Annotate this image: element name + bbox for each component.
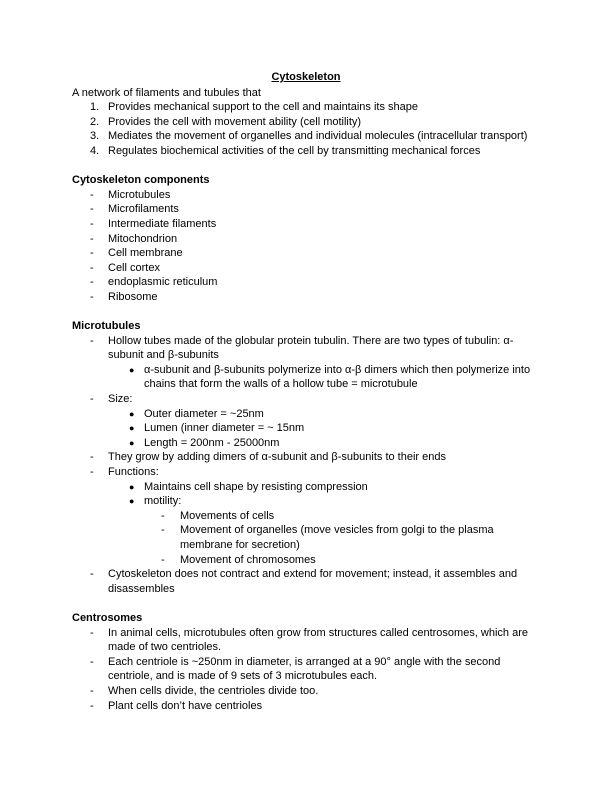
list-number: 1. [90,101,100,114]
dash-marker: - [90,393,94,406]
list-item [72,480,540,495]
bullet-marker: ● [129,437,135,448]
list-item [72,115,540,130]
list-item-text: Lumen (inner diameter = ~ 15nm [144,422,305,435]
dash-marker: - [90,290,94,303]
list-item-text: Each centriole is ~250nm in diameter, is arranged at a 90° angle with the second centriole, and is made of 9 sets of 3 microtubules each. [108,655,501,683]
dash-marker: - [90,276,94,289]
section-heading-microtubules: Microtubules [72,320,141,333]
list-item-text: Provides the cell with movement ability (cell motility) [108,115,362,128]
list-item [72,450,540,465]
dash-marker: - [90,334,94,347]
dash-marker: - [90,217,94,230]
bullet-marker: ● [129,423,135,434]
microtubules-list [72,334,540,597]
list-item-text: Microfilaments [108,203,179,216]
list-item [72,261,540,276]
page-title: Cytoskeleton [271,71,341,83]
list-item-text: Length = 200nm - 25000nm [144,436,280,449]
list-item-text: Hollow tubes made of the globular protein tubulin. There are two types of tubulin: α-subunit and β-subunits [108,334,514,362]
list-item-text: Maintains cell shape by resisting compression [144,480,368,493]
list-item [72,392,540,407]
list-item-text: Size: [108,393,133,406]
list-item [72,100,540,115]
dash-marker: - [90,699,94,712]
list-item-text: Functions: [108,466,159,479]
functions-list [72,100,540,158]
list-item [72,202,540,217]
list-item [72,553,540,568]
list-item [72,334,540,363]
dash-marker: - [90,203,94,216]
bullet-marker: ● [129,481,135,492]
section-heading-centrosomes: Centrosomes [72,611,143,624]
list-item-text: Provides mechanical support to the cell and maintains its shape [108,101,419,114]
list-item-text: endoplasmic reticulum [108,276,218,289]
dash-marker: - [90,232,94,245]
centrosomes-list [72,626,540,714]
list-item-text: Intermediate filaments [108,217,217,230]
bullet-marker: ● [129,364,135,375]
list-item-text: When cells divide, the centrioles divide too. [108,684,319,697]
list-item [72,290,540,305]
dash-marker: - [161,524,165,537]
list-item-text: motility: [144,495,182,508]
list-item [72,275,540,290]
list-item-text: Plant cells don’t have centrioles [108,699,263,712]
list-item [72,567,540,596]
list-item [72,523,540,552]
components-list [72,188,540,305]
bullet-marker: ● [129,496,135,507]
list-item-text: Movements of cells [180,509,275,522]
list-item [72,188,540,203]
list-item-text: In animal cells, microtubules often grow from structures called centrosomes, which are made of two centrioles. [108,626,529,654]
dash-marker: - [90,466,94,479]
list-item [72,246,540,261]
list-item [72,129,540,144]
dash-marker: - [90,655,94,668]
list-item-text: Cytoskeleton does not contract and extend for movement; instead, it assembles and disassembles [108,568,518,595]
list-number: 3. [90,130,100,143]
list-item-text: Movement of organelles (move vesicles from golgi to the plasma membrane for secretion) [180,524,494,551]
dash-marker: - [90,247,94,260]
list-item-text: Microtubules [108,188,171,201]
list-item-text: Mitochondrion [108,232,178,245]
list-item-text: Movement of chromosomes [180,553,316,566]
list-item [72,421,540,436]
list-item-text: α-subunit and β-subunits polymerize into α-β dimers which then polymerize into chains that form the walls of a hollow tube = microtubule [144,363,531,391]
list-item [72,655,540,684]
list-item [72,436,540,451]
list-item-text: Cell membrane [108,247,183,260]
list-item [72,465,540,480]
list-item-text: Outer diameter = ~25nm [144,407,264,420]
dash-marker: - [161,553,165,566]
list-number: 4. [90,144,100,157]
list-item [72,232,540,247]
list-number: 2. [90,115,100,128]
dash-marker: - [90,261,94,274]
list-item-text: Mediates the movement of organelles and individual molecules (intracellular transport) [108,130,528,143]
bullet-marker: ● [129,408,135,419]
list-item [72,684,540,699]
intro-text: A network of filaments and tubules that [72,86,261,99]
list-item [72,363,540,392]
document-page [72,70,540,713]
list-item [72,407,540,422]
list-item [72,699,540,714]
dash-marker: - [90,188,94,201]
list-item [72,144,540,159]
list-item [72,217,540,232]
dash-marker: - [90,568,94,581]
dash-marker: - [90,684,94,697]
list-item-text: Cell cortex [108,261,160,274]
list-item-text: They grow by adding dimers of α-subunit and β-subunits to their ends [108,451,446,464]
list-item [72,509,540,524]
list-item-text: Regulates biochemical activities of the cell by transmitting mechanical forces [108,144,481,157]
dash-marker: - [90,451,94,464]
list-item [72,626,540,655]
list-item [72,494,540,509]
list-item-text: Ribosome [108,290,158,303]
section-heading-components: Cytoskeleton components [72,174,210,187]
dash-marker: - [90,626,94,639]
dash-marker: - [161,509,165,522]
